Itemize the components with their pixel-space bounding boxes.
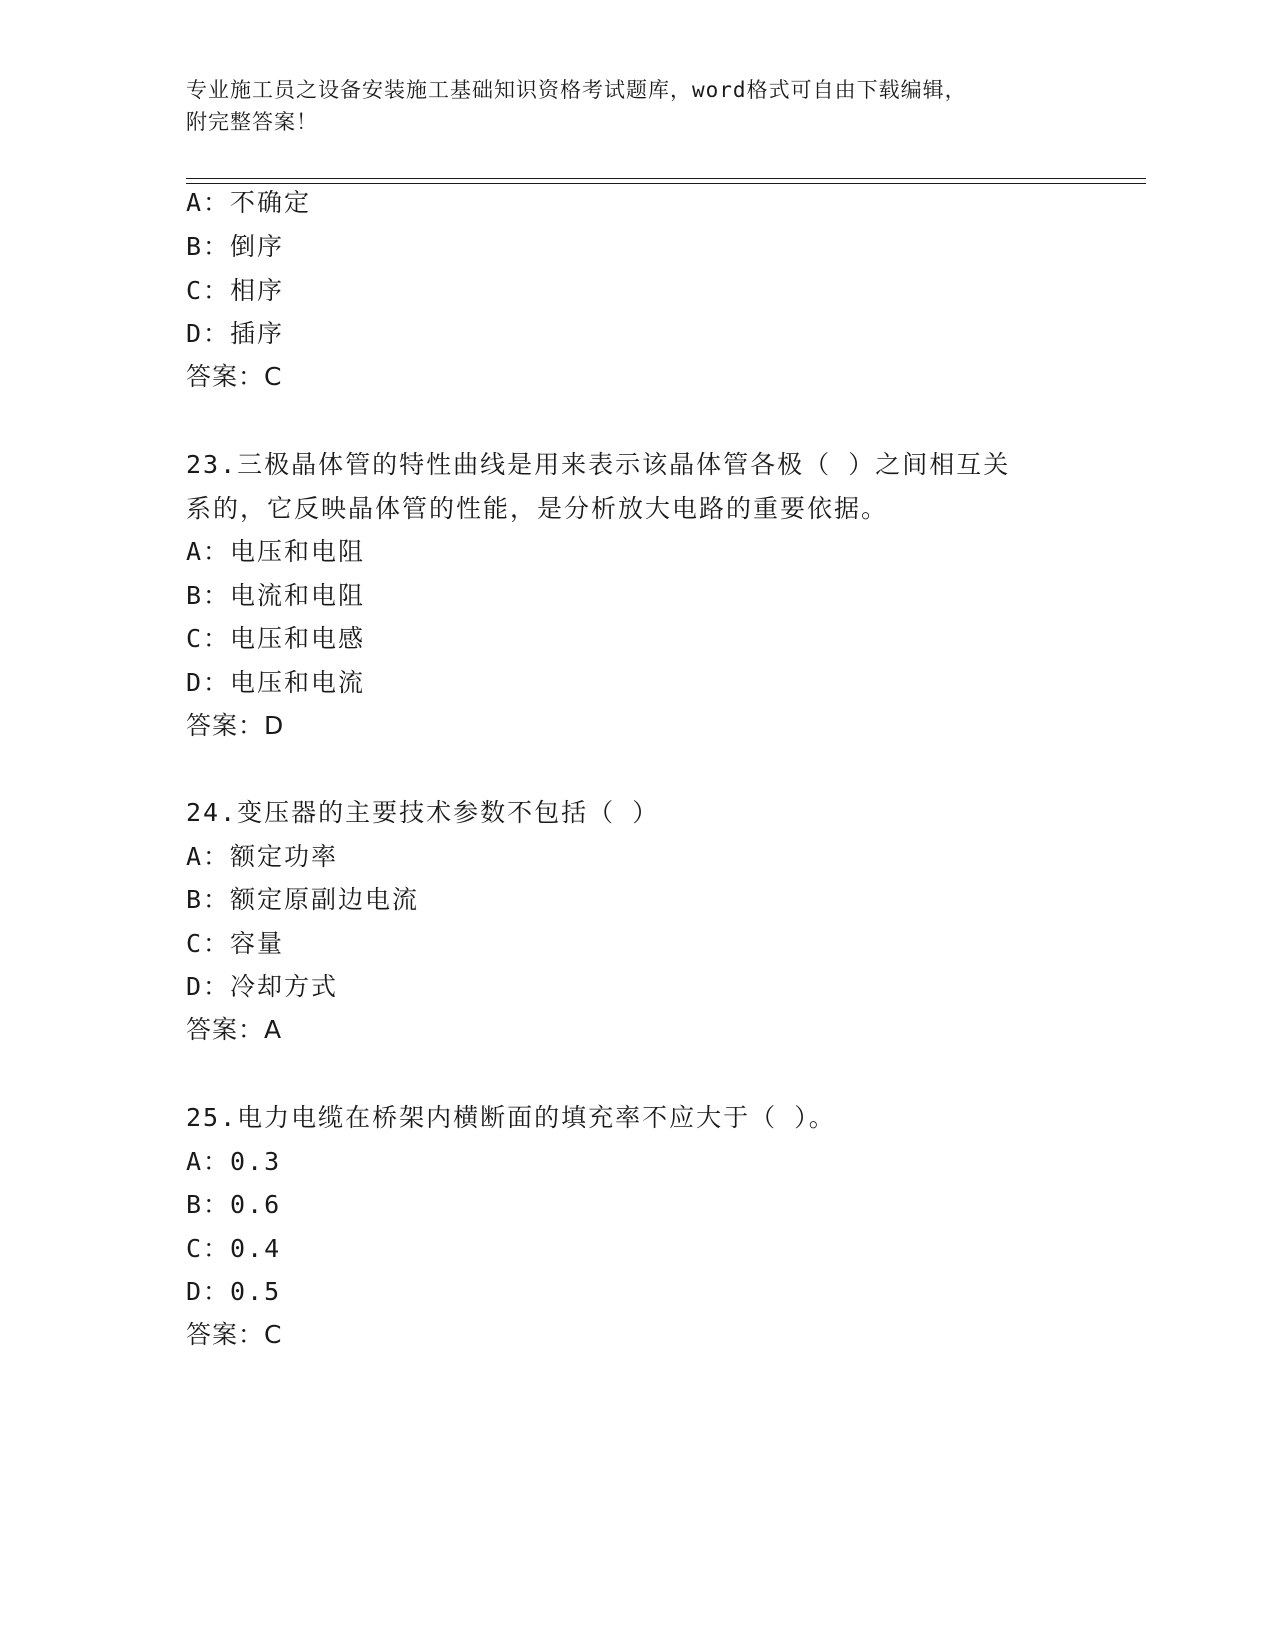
q25-option-d: D：0.5 <box>186 1277 282 1306</box>
q25-option-b: B：0.6 <box>186 1190 282 1219</box>
q24-option-a: A：额定功率 <box>186 842 339 871</box>
header-line-2: 附完整答案！ <box>186 110 318 134</box>
q23-option-d: D：电压和电流 <box>186 668 366 697</box>
q23-answer: 答案：D <box>186 711 285 740</box>
q22-option-a: A：不确定 <box>186 188 312 217</box>
q24-stem: 24.变压器的主要技术参数不包括（ ） <box>186 798 660 827</box>
q23-option-b: B：电流和电阻 <box>186 581 366 610</box>
q24-option-d: D：冷却方式 <box>186 972 339 1001</box>
q23-option-a: A：电压和电阻 <box>186 537 366 566</box>
q23-stem-line-2: 系的，它反映晶体管的性能，是分析放大电路的重要依据。 <box>186 494 889 523</box>
q25-answer: 答案：C <box>186 1320 283 1349</box>
q23-option-c: C：电压和电感 <box>186 624 366 653</box>
q22-option-b: B：倒序 <box>186 232 285 261</box>
q22-option-c: C：相序 <box>186 276 285 305</box>
q22-answer: 答案：C <box>186 362 283 391</box>
q25-option-c: C：0.4 <box>186 1234 282 1263</box>
header-line-1: 专业施工员之设备安装施工基础知识资格考试题库，word格式可自由下载编辑， <box>186 78 967 102</box>
q23-stem-line-1: 23.三极晶体管的特性曲线是用来表示该晶体管各极（ ）之间相互关 <box>186 450 1011 479</box>
q25-option-a: A：0.3 <box>186 1147 282 1176</box>
q25-stem: 25.电力电缆在桥架内横断面的填充率不应大于（ ）。 <box>186 1103 836 1132</box>
q24-answer: 答案：A <box>186 1015 283 1044</box>
document-header <box>186 74 1086 138</box>
q24-option-c: C：容量 <box>186 929 285 958</box>
q24-option-b: B：额定原副边电流 <box>186 885 420 914</box>
q22-option-d: D：插序 <box>186 319 285 348</box>
header-divider <box>186 178 1146 184</box>
